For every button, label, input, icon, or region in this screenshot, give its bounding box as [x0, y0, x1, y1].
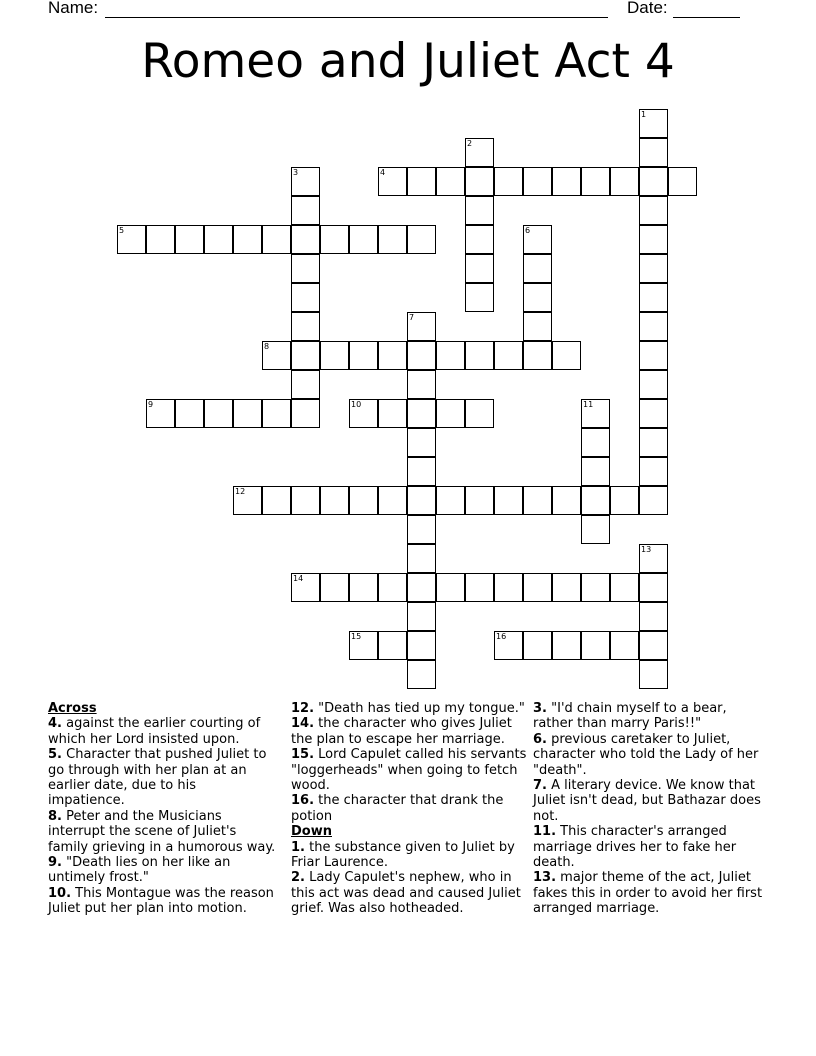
grid-cell[interactable] — [523, 225, 552, 254]
grid-cell[interactable] — [349, 486, 378, 515]
across-clue — [291, 747, 527, 793]
clue-number: 2. — [291, 870, 305, 886]
grid-cell[interactable] — [639, 138, 668, 167]
clue-number: 12. — [291, 701, 315, 716]
grid-cell[interactable] — [639, 370, 668, 399]
grid-cell[interactable] — [233, 399, 262, 428]
across-clue — [291, 793, 527, 824]
grid-cell[interactable] — [465, 167, 494, 196]
grid-cell[interactable] — [291, 254, 320, 283]
clue-number: 12 — [235, 487, 246, 496]
clue-number: 14. — [291, 716, 315, 732]
grid-cell[interactable] — [610, 573, 639, 602]
grid-cell[interactable] — [378, 573, 407, 602]
across-clue — [48, 886, 276, 917]
down-clue — [533, 701, 765, 732]
grid-cell[interactable] — [262, 399, 291, 428]
grid-cell[interactable] — [291, 399, 320, 428]
grid-cell[interactable] — [639, 283, 668, 312]
clue-number: 15. — [291, 747, 315, 763]
header — [0, 0, 816, 22]
grid-cell[interactable] — [407, 225, 436, 254]
clue-number: 14 — [293, 574, 304, 583]
clue-number: 9 — [148, 400, 154, 409]
grid-cell[interactable] — [407, 486, 436, 515]
across-clues-part-2 — [291, 701, 527, 824]
clues-column-1 — [48, 701, 276, 917]
grid-cell[interactable] — [378, 225, 407, 254]
clue-number: 11. — [533, 824, 557, 840]
grid-cell[interactable] — [639, 225, 668, 254]
grid-cell[interactable] — [581, 399, 610, 428]
clue-number: 6. — [533, 731, 547, 747]
clue-number: 5. — [48, 747, 62, 763]
grid-cell[interactable] — [407, 370, 436, 399]
down-clue — [291, 870, 527, 916]
clue-text: Peter and the Musicians interrupt the scene of Juliet's family grieving in a humorous way. — [48, 808, 276, 855]
clue-text: Lord Capulet called his servants "loggerheads" when going to fetch wood. — [291, 747, 527, 794]
grid-cell[interactable] — [291, 341, 320, 370]
grid-cell[interactable] — [407, 428, 436, 457]
grid-cell[interactable] — [291, 167, 320, 196]
grid-cell[interactable] — [436, 341, 465, 370]
grid-cell[interactable] — [320, 486, 349, 515]
grid-cell[interactable] — [639, 341, 668, 370]
grid-cell[interactable] — [407, 167, 436, 196]
grid-cell[interactable] — [639, 312, 668, 341]
grid-cell[interactable] — [639, 602, 668, 631]
grid-cell[interactable] — [320, 573, 349, 602]
grid-cell[interactable] — [465, 283, 494, 312]
grid-cell[interactable] — [610, 167, 639, 196]
grid-cell[interactable] — [639, 486, 668, 515]
down-clues-part-1 — [291, 840, 527, 917]
grid-cell[interactable] — [523, 167, 552, 196]
clue-text: major theme of the act, Juliet fakes this in order to avoid her first arranged marriage. — [533, 870, 763, 917]
grid-cell[interactable] — [639, 399, 668, 428]
across-clue — [291, 701, 527, 716]
across-clues-part-1 — [48, 716, 276, 916]
date-label: Date: — [627, 0, 668, 17]
grid-cell[interactable] — [349, 225, 378, 254]
grid-cell[interactable] — [523, 254, 552, 283]
grid-cell[interactable] — [523, 341, 552, 370]
grid-cell[interactable] — [639, 573, 668, 602]
down-heading: Down — [291, 824, 332, 840]
clue-number: 4 — [380, 168, 386, 177]
clue-text: Character that pushed Juliet to go through with her plan at an earlier date, due to his impatience. — [48, 747, 267, 809]
down-clue — [533, 778, 765, 824]
grid-cell[interactable] — [639, 254, 668, 283]
clue-text: previous caretaker to Juliet, character who told the Lady of her "death". — [533, 731, 759, 778]
grid-cell[interactable] — [465, 573, 494, 602]
grid-cell[interactable] — [407, 312, 436, 341]
grid-cell[interactable] — [378, 486, 407, 515]
grid-cell[interactable] — [639, 167, 668, 196]
grid-cell[interactable] — [639, 109, 668, 138]
clue-number: 8 — [264, 342, 270, 351]
grid-cell[interactable] — [378, 399, 407, 428]
grid-cell[interactable] — [262, 486, 291, 515]
grid-cell[interactable] — [639, 457, 668, 486]
grid-cell[interactable] — [610, 486, 639, 515]
grid-cell[interactable] — [552, 486, 581, 515]
clue-number: 4. — [48, 716, 62, 732]
grid-cell[interactable] — [581, 457, 610, 486]
grid-cell[interactable] — [581, 486, 610, 515]
grid-cell[interactable] — [407, 631, 436, 660]
down-clue — [533, 732, 765, 778]
across-clue — [48, 747, 276, 809]
grid-cell[interactable] — [349, 631, 378, 660]
grid-cell[interactable] — [378, 631, 407, 660]
across-heading: Across — [48, 701, 97, 716]
date-line[interactable] — [673, 17, 740, 18]
across-clue — [291, 716, 527, 747]
grid-cell[interactable] — [610, 631, 639, 660]
grid-cell[interactable] — [407, 573, 436, 602]
clues-column-2 — [291, 701, 527, 917]
grid-cell[interactable] — [494, 341, 523, 370]
grid-cell[interactable] — [639, 544, 668, 573]
grid-cell[interactable] — [291, 486, 320, 515]
grid-cell[interactable] — [436, 167, 465, 196]
grid-cell[interactable] — [436, 399, 465, 428]
grid-cell[interactable] — [639, 660, 668, 689]
grid-cell[interactable] — [436, 486, 465, 515]
grid-cell[interactable] — [233, 225, 262, 254]
grid-cell[interactable] — [465, 341, 494, 370]
grid-cell[interactable] — [291, 573, 320, 602]
grid-cell[interactable] — [465, 399, 494, 428]
grid-cell[interactable] — [552, 341, 581, 370]
grid-cell[interactable] — [552, 573, 581, 602]
grid-cell[interactable] — [378, 167, 407, 196]
clue-number: 11 — [583, 400, 594, 409]
grid-cell[interactable] — [146, 399, 175, 428]
grid-cell[interactable] — [407, 602, 436, 631]
clue-number: 8. — [48, 808, 62, 824]
grid-cell[interactable] — [175, 399, 204, 428]
grid-cell[interactable] — [581, 167, 610, 196]
grid-cell[interactable] — [523, 283, 552, 312]
clue-number: 16 — [496, 632, 507, 641]
clue-text: "Death has tied up my tongue." — [318, 701, 525, 716]
grid-cell[interactable] — [552, 167, 581, 196]
clue-number: 7 — [409, 313, 415, 322]
grid-cell[interactable] — [407, 515, 436, 544]
clues-column-3 — [533, 701, 765, 917]
clue-number: 16. — [291, 793, 315, 809]
clue-number: 5 — [119, 226, 125, 235]
grid-cell[interactable] — [581, 428, 610, 457]
grid-cell[interactable] — [175, 225, 204, 254]
grid-cell[interactable] — [639, 631, 668, 660]
clue-text: the substance given to Juliet by Friar Laurence. — [291, 839, 515, 871]
across-clue — [48, 809, 276, 855]
down-clue — [533, 824, 765, 870]
grid-cell[interactable] — [639, 196, 668, 225]
down-clue — [533, 870, 765, 916]
grid-cell[interactable] — [581, 573, 610, 602]
grid-cell[interactable] — [523, 312, 552, 341]
clue-text: "I'd chain myself to a bear, rather than marry Paris!!" — [533, 701, 727, 732]
grid-cell[interactable] — [146, 225, 175, 254]
clue-text: the character that drank the potion — [291, 793, 504, 824]
clue-text: against the earlier courting of which her Lord insisted upon. — [48, 716, 261, 747]
clue-number: 15 — [351, 632, 362, 641]
grid-cell[interactable] — [117, 225, 146, 254]
grid-cell[interactable] — [349, 341, 378, 370]
clue-text: This Montague was the reason Juliet put her plan into motion. — [48, 885, 274, 917]
clue-number: 1 — [641, 110, 647, 119]
grid-cell[interactable] — [494, 573, 523, 602]
clue-number: 9. — [48, 855, 62, 871]
grid-cell[interactable] — [523, 486, 552, 515]
grid-cell[interactable] — [349, 573, 378, 602]
grid-cell[interactable] — [291, 370, 320, 399]
page-title: Romeo and Juliet Act 4 — [141, 34, 675, 89]
clue-text: This character's arranged marriage drives her to fake her death. — [533, 824, 737, 871]
grid-cell[interactable] — [436, 573, 465, 602]
grid-cell[interactable] — [523, 631, 552, 660]
clue-number: 2 — [467, 139, 473, 148]
grid-cell[interactable] — [523, 573, 552, 602]
clue-number: 6 — [525, 226, 531, 235]
clue-number: 7. — [533, 778, 547, 794]
clue-number: 13 — [641, 545, 652, 554]
grid-cell[interactable] — [465, 225, 494, 254]
grid-cell[interactable] — [291, 225, 320, 254]
grid-cell[interactable] — [407, 399, 436, 428]
grid-cell[interactable] — [204, 399, 233, 428]
down-clue — [291, 840, 527, 871]
grid-cell[interactable] — [465, 138, 494, 167]
grid-cell[interactable] — [349, 399, 378, 428]
clue-text: "Death lies on her like an untimely frost." — [48, 855, 231, 886]
clue-number: 3 — [293, 168, 299, 177]
across-clue — [48, 855, 276, 886]
clue-number: 3. — [533, 701, 547, 716]
grid-cell[interactable] — [291, 283, 320, 312]
clue-text: the character who gives Juliet the plan to escape her marriage. — [291, 716, 512, 747]
grid-cell[interactable] — [494, 486, 523, 515]
across-clue — [48, 716, 276, 747]
grid-cell[interactable] — [233, 486, 262, 515]
down-clues-part-2 — [533, 701, 765, 917]
grid-cell[interactable] — [494, 631, 523, 660]
grid-cell[interactable] — [668, 167, 697, 196]
grid-cell[interactable] — [581, 515, 610, 544]
clue-number: 1. — [291, 839, 305, 855]
clue-number: 10. — [48, 885, 72, 901]
grid-cell[interactable] — [407, 341, 436, 370]
grid-cell[interactable] — [204, 225, 233, 254]
grid-cell[interactable] — [291, 196, 320, 225]
grid-cell[interactable] — [320, 225, 349, 254]
grid-cell[interactable] — [407, 544, 436, 573]
clue-number: 10 — [351, 400, 362, 409]
grid-cell[interactable] — [320, 341, 349, 370]
name-label: Name: — [48, 0, 99, 17]
grid-cell[interactable] — [552, 631, 581, 660]
grid-cell[interactable] — [262, 225, 291, 254]
grid-cell[interactable] — [291, 312, 320, 341]
clue-text: A literary device. We know that Juliet isn't dead, but Bathazar does not. — [533, 778, 761, 824]
grid-cell[interactable] — [465, 254, 494, 283]
grid-cell[interactable] — [407, 660, 436, 689]
grid-cell[interactable] — [639, 428, 668, 457]
grid-cell[interactable] — [378, 341, 407, 370]
grid-cell[interactable] — [407, 457, 436, 486]
grid-cell[interactable] — [465, 196, 494, 225]
clue-text: Lady Capulet's nephew, who in this act was dead and caused Juliet grief. Was also hotheaded. — [291, 870, 521, 917]
grid-cell[interactable] — [465, 486, 494, 515]
grid-cell[interactable] — [581, 631, 610, 660]
grid-cell[interactable] — [262, 341, 291, 370]
name-line[interactable] — [105, 17, 608, 18]
grid-cell[interactable] — [494, 167, 523, 196]
clue-number: 13. — [533, 870, 557, 886]
